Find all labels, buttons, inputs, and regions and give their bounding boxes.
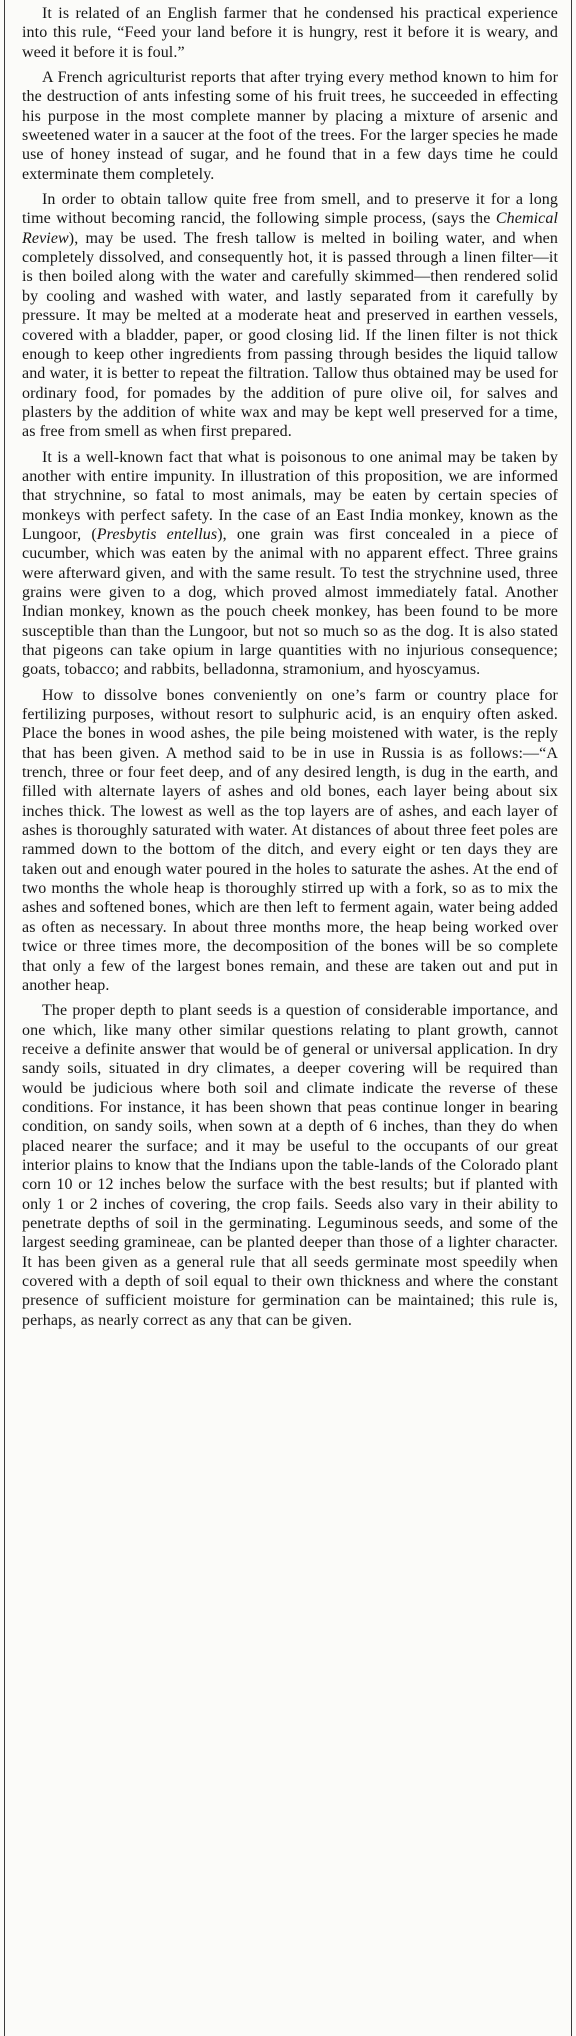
column-rule-right <box>571 0 572 2036</box>
source-title: Chemical Review <box>22 210 558 247</box>
paragraph-ants: A French agriculturist reports that after trying every method known to him for the destruction of ants infesting some of his fruit trees, he succeeded in effecting his purpose in the most complete manner by placing a mixture of arsenic and sweetened water in a saucer at the foot of the trees. For the larger species he made use of honey instead of sugar, and he found that in a few days time he could exterminate them completely. <box>22 69 558 183</box>
tallow-text-start: In order to obtain tallow quite free from smell, and to preserve it for a long time without becoming rancid, the following simple process, (says the <box>22 191 558 228</box>
latin-species-name: Presbytis entellus <box>96 525 218 543</box>
poison-text-end: ), one grain was first concealed in a piece of cucumber, which was eaten by the animal with no apparent effect. Three grains were afterward given, and with the same result. To test the strychnine used, three grains were given to a dog, which proved almost immediately fatal. Another Indian monkey, known as the pouch cheek monkey, has been found to be more susceptible than than the Lungoor, but not so much so as the dog. It is also stated that pigeons can take opium in large quantities with no injurious consequence; goats, tobacco; and rabbits, belladonna, stramonium, and hyoscyamus. <box>22 525 558 679</box>
poison-text-start: It is a well-known fact that what is poisonous to one animal may be taken by another with entire impunity. In illustration of this proposition, we are informed that strychnine, so fatal to most animals, may be eaten by certain species of monkeys with perfect safety. In the case of an East India monkey, known as the Lungoor, ( <box>22 448 558 543</box>
paragraph-farmer-rule: It is related of an English farmer that he condensed his practical experience into this rule, “Feed your land before it is hungry, rest it before it is weary, and weed it before it is foul.” <box>22 5 558 61</box>
paragraph-tallow <box>22 190 558 441</box>
column-rule-left <box>4 0 5 2036</box>
paragraph-poison <box>22 448 558 680</box>
paragraph-bones: How to dissolve bones conveniently on one’s farm or country place for fertilizing purposes, without resort to sulphuric acid, is an enquiry often asked. Place the bones in wood ashes, the pile being moistened with water, is the reply that has been given. A method said to be in use in Russia is as follows:—“A trench, three or four feet deep, and of any desired length, is dug in the earth, and filled with alternate layers of ashes and old bones, each layer being about six inches thick. The lowest as well as the top layers are of ashes, and each layer of ashes is thoroughly saturated with water. At distances of about three feet poles are rammed down to the bottom of the ditch, and every eight or ten days they are taken out and enough water poured in the holes to saturate the ashes. At the end of two months the whole heap is thoroughly stirred up with a fork, so as to mix the ashes and softened bones, which are then left to ferment again, water being added as often as necessary. In about three months more, the heap being worked over twice or three times more, the decomposition of the bones will be so complete that only a few of the largest bones remain, and these are taken out and put in another heap. <box>22 686 558 994</box>
paragraph-seeds: The proper depth to plant seeds is a question of considerable importance, and one which, like many other similar questions relating to plant growth, cannot receive a definite answer that would be of general or universal application. In dry sandy soils, situated in dry climates, a deeper covering will be required than would be judicious where both soil and climate indicate the reverse of these conditions. For instance, it has been shown that peas continue longer in bearing condition, on sandy soils, when sown at a depth of 6 inches, than they do when placed nearer the surface; and it may be useful to the occupants of our great interior plains to know that the Indians upon the table-lands of the Colorado plant corn 10 or 12 inches below the surface with the best results; but if planted with only 1 or 2 inches of covering, the crop fails. Seeds also vary in their ability to penetrate depths of soil in the germinating. Leguminous seeds, and some of the largest seeding gramineae, can be planted deeper than those of a lighter character. It has been given as a general rule that all seeds germinate most speedily when covered with a depth of soil equal to their own thickness and where the constant presence of sufficient moisture for germination can be maintained; this rule is, perhaps, as nearly correct as any that can be given. <box>22 1002 558 1329</box>
tallow-text-end: ), may be used. The fresh tallow is melted in boiling water, and when completely dissolved, and consequently hot, it is passed through a linen filter—it is then boiled along with the water and carefully skimmed—then rendered solid by cooling and washed with water, and lastly separated from it carefully by pressure. It may be melted at a moderate heat and preserved in earthen vessels, covered with a bladder, paper, or good closing lid. If the linen filter is not thick enough to keep other ingredients from passing through besides the liquid tallow and water, it is better to repeat the filtration. Tallow thus obtained may be used for ordinary food, for pomades by the addition of pure olive oil, for salves and plasters by the addition of white wax and may be kept well preserved for a time, as free from smell as when first prepared. <box>22 229 558 441</box>
